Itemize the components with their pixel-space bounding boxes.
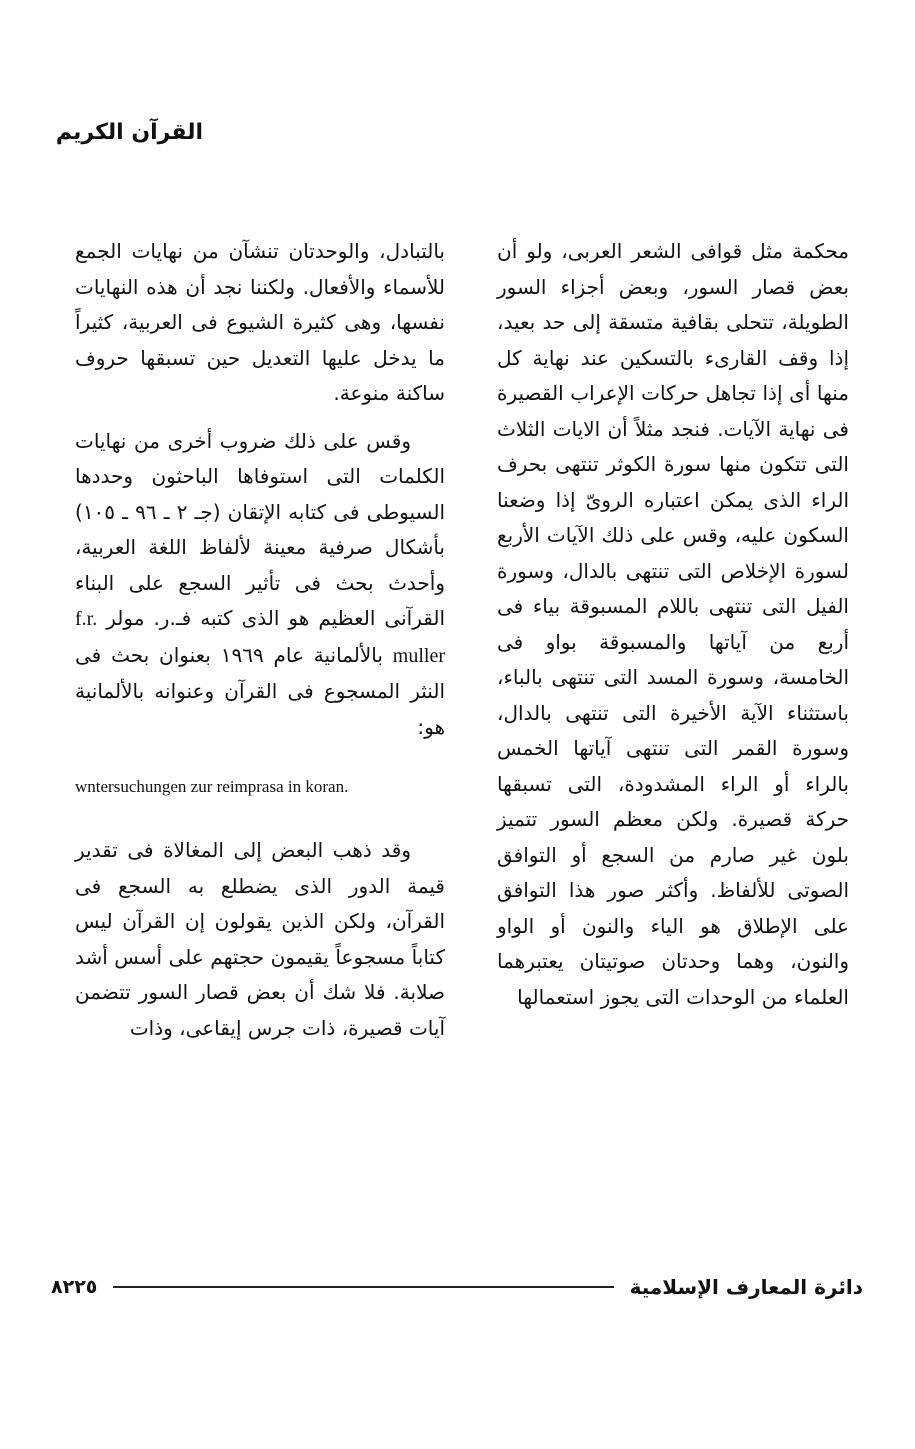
paragraph-left-2-part-2: بالألمانية عام ١٩٦٩ بعنوان بحث فى النثر المسجوع فى القرآن وعنوانه بالألمانية هو:	[75, 642, 445, 739]
paragraph-right-1: محكمة مثل قوافى الشعر العربى، ولو أن بعض قصار السور، وبعض أجزاء السور الطويلة، تتحلى بقافية متسقة إلى حد بعيد، إذا وقف القارىء بالتسكين عند نهاية كل منها أى إذا تجاهل حركات الإعراب القصيرة فى نهاية الآيات. فنجد مثلاً أن الايات الثلاث التى تتكون منها سورة الكوثر تنتهى بحرف الراء الذى يمكن اعتباره الروىّ إذا وضعنا السكون عليه، وقس على ذلك الآيات الأربع لسورة الإخلاص التى تنتهى بالدال، وسورة الفيل التى تنتهى باللام المسبوقة بياء فى أربع من آياتها والمسبوقة بواو فى الخامسة، وسورة المسد التى تنتهى بالباء، باستثناء الآية الأخيرة التى تنتهى بالدال، وسورة القمر التى تنتهى آياتها الخمس بالراء أو الراء المشدودة، التى تسبقها حركة قصيرة. ولكن معظم السور تتميز بلون غير صارم من السجع أو التوافق الصوتى للألفاظ. وأكثر صور هذا التوافق على الإطلاق هو الياء والنون أو الواو والنون، وهما وحدتان صوتيتان يعتبرهما العلماء من الوحدات التى يجوز استعمالها	[497, 239, 849, 1009]
running-head: القرآن الكريم	[55, 120, 203, 145]
paragraph-left-1: بالتبادل، والوحدتان تنشآن من نهايات الجمع للأسماء والأفعال. ولكننا نجد أن هذه النهايات نفسها، وهى كثيرة الشيوع فى العربية، كثيراً ما يدخل عليها التعديل حين تسبقها حروف ساكنة منوعة.	[75, 239, 445, 405]
german-title: wntersuchungen zur reimprasa in koran.	[75, 777, 349, 796]
footer-publication-title: دائرة المعارف الإسلامية	[629, 1275, 863, 1299]
page-number: ٨٢٢٥	[51, 1276, 98, 1298]
paragraph-left-2-part-1: وقس على ذلك ضروب أخرى من نهايات الكلمات التى استوفاها الباحثون وحددها السيوطى فى كتابه الإتقان (جـ ٢ ـ ٩٦ ـ ١٠٥) بأشكال صرفية معينة لألفاظ اللغة العربية، وأحدث بحث فى تأثير السجع على البناء القرآنى العظيم هو الذى كتبه فـ.ر. مولر	[75, 428, 446, 630]
footer-rule	[113, 1286, 613, 1288]
paragraph-left-2	[75, 424, 445, 746]
text-column-right	[497, 234, 849, 1015]
author-latin-name: f.r. muller	[75, 608, 446, 667]
text-column-left	[75, 234, 445, 1058]
paragraph-left-3: وقد ذهب البعض إلى المغالاة فى تقدير قيمة الدور الذى يضطلع به السجع فى القرآن، ولكن الذين يقولون إن القرآن ليس كتاباً مسجوعاً يقيمون حجتهم على أسس أشد صلابة. فلا شك أن بعض قصار السور تتضمن آيات قصيرة، ذات جرس إيقاعى، وذات	[75, 838, 445, 1040]
page-footer	[51, 1267, 863, 1307]
